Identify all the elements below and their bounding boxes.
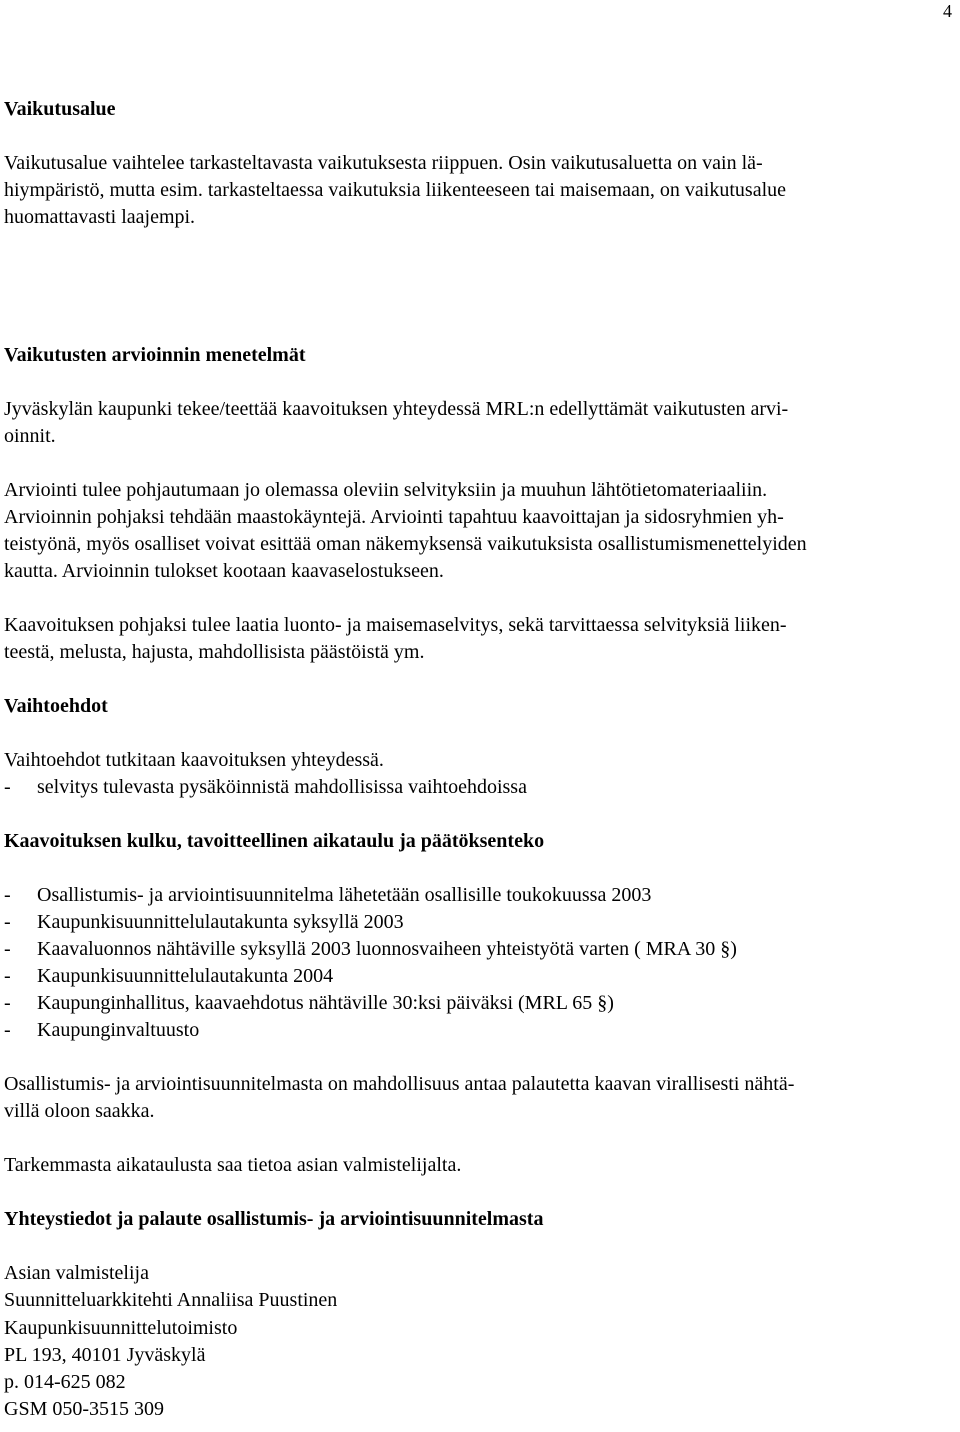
list-marker: -: [4, 965, 11, 987]
text-line: Osallistumis- ja arviointisuunnitelmasta on mahdollisuus antaa palautetta kaavan virallisesti nähtä-: [4, 1073, 795, 1095]
paragraph-menetelmat-3: [4, 612, 956, 666]
list-item-text: Osallistumis- ja arviointisuunnitelma lähetetään osallisille toukokuussa 2003: [37, 884, 652, 906]
heading-menetelmat: Vaikutusten arvioinnin menetelmät: [4, 344, 306, 366]
list-item: [4, 990, 956, 1017]
list-kulku: [4, 882, 956, 1044]
heading-vaikutusalue: Vaikutusalue: [4, 98, 116, 120]
list-marker: -: [4, 911, 11, 933]
list-item-text: Kaupunkisuunnittelulautakunta 2004: [37, 965, 334, 987]
list-vaihtoehdot: [4, 774, 956, 801]
text-line: Arvioinnin pohjaksi tehdään maastokäyntejä. Arviointi tapahtuu kaavoittajan ja sidosryhmien yh-: [4, 506, 784, 528]
list-item-text: Kaavaluonnos nähtäville syksyllä 2003 luonnosvaiheen yhteistyötä varten ( MRA 30 §): [37, 938, 737, 960]
paragraph-kulku-1: [4, 1071, 956, 1125]
list-item: [4, 1017, 956, 1044]
paragraph-menetelmat-1: [4, 396, 956, 450]
list-marker: -: [4, 1019, 11, 1041]
text-line: Kaavoituksen pohjaksi tulee laatia luonto- ja maisemaselvitys, sekä tarvittaessa selvityksiä liiken-: [4, 614, 787, 636]
list-marker: -: [4, 776, 11, 798]
contact-phone: p. 014-625 082: [4, 1371, 126, 1394]
contact-office: Kaupunkisuunnittelutoimisto: [4, 1316, 238, 1339]
paragraph-vaikutusalue: [4, 150, 956, 231]
text-line: kautta. Arvioinnin tulokset kootaan kaavaselostukseen.: [4, 560, 444, 582]
list-marker: -: [4, 992, 11, 1014]
document-body: [4, 96, 956, 1424]
list-item: [4, 774, 956, 801]
contact-address: PL 193, 40101 Jyväskylä: [4, 1343, 206, 1366]
list-item: [4, 936, 956, 963]
list-item: [4, 882, 956, 909]
paragraph-vaihtoehdot: Vaihtoehdot tutkitaan kaavoituksen yhteydessä.: [4, 749, 384, 771]
list-item-text: Kaupunkisuunnittelulautakunta syksyllä 2003: [37, 911, 404, 933]
contact-mobile: GSM 050-3515 309: [4, 1398, 165, 1421]
paragraph-kulku-2: Tarkemmasta aikataulusta saa tietoa asian valmistelijalta.: [4, 1154, 462, 1176]
text-line: villä oloon saakka.: [4, 1100, 155, 1122]
paragraph-menetelmat-2: [4, 477, 956, 585]
list-marker: -: [4, 884, 11, 906]
page-number: 4: [943, 1, 952, 21]
contact-info: [4, 1260, 956, 1424]
text-line: Vaikutusalue vaihtelee tarkasteltavasta vaikutuksesta riippuen. Osin vaikutusaluetta on vain lä-: [4, 152, 763, 174]
heading-kulku: Kaavoituksen kulku, tavoitteellinen aikataulu ja päätöksenteko: [4, 830, 545, 852]
text-line: teestä, melusta, hajusta, mahdollisista päästöistä ym.: [4, 641, 425, 663]
contact-name: Suunnitteluarkkitehti Annaliisa Puustinen: [4, 1289, 338, 1312]
list-item-text: Kaupunginhallitus, kaavaehdotus nähtäville 30:ksi päiväksi (MRL 65 §): [37, 992, 614, 1014]
text-line: Arviointi tulee pohjautumaan jo olemassa oleviin selvityksiin ja muuhun lähtötietomateriaaliin.: [4, 479, 768, 501]
text-line: teistyönä, myös osalliset voivat esittää oman näkemyksensä vaikutuksista osallistumismenettelyiden: [4, 533, 807, 555]
text-line: huomattavasti laajempi.: [4, 206, 196, 228]
heading-vaihtoehdot: Vaihtoehdot: [4, 695, 108, 717]
list-item: [4, 963, 956, 990]
list-item: [4, 909, 956, 936]
contact-role: Asian valmistelija: [4, 1262, 149, 1284]
text-line: hiympäristö, mutta esim. tarkasteltaessa vaikutuksia liikenteeseen tai maisemaan, on vaikutusalue: [4, 179, 787, 201]
list-item-text: selvitys tulevasta pysäköinnistä mahdollisissa vaihtoehdoissa: [37, 776, 527, 798]
text-line: oinnit.: [4, 425, 56, 447]
list-item-text: Kaupunginvaltuusto: [37, 1019, 200, 1041]
text-line: Jyväskylän kaupunki tekee/teettää kaavoituksen yhteydessä MRL:n edellyttämät vaikutusten arvi-: [4, 398, 789, 420]
list-marker: -: [4, 938, 11, 960]
heading-yhteystiedot: Yhteystiedot ja palaute osallistumis- ja arviointisuunnitelmasta: [4, 1208, 544, 1230]
